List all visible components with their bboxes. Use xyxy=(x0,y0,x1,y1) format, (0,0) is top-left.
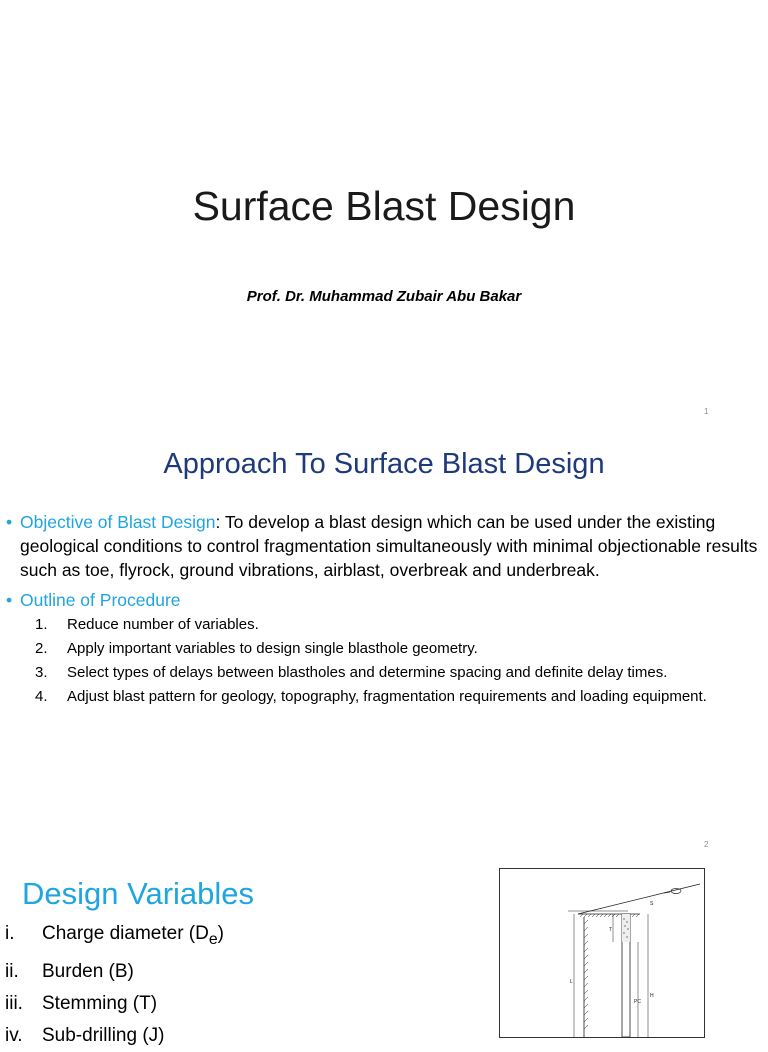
variable-text: Charge diameter (D xyxy=(42,923,209,944)
list-item xyxy=(5,918,224,956)
label-length: L xyxy=(570,979,573,985)
step-number: 1. xyxy=(35,616,48,633)
label-powder-column: PC xyxy=(634,999,641,1005)
variable-text: Burden (B) xyxy=(42,960,134,982)
slide-approach-heading: Approach To Surface Blast Design xyxy=(163,448,605,480)
variable-list xyxy=(5,918,224,1052)
slide-title-heading: Surface Blast Design xyxy=(192,183,576,229)
slide-approach xyxy=(0,428,768,856)
bullet-objective-label: Objective of Blast Design xyxy=(20,512,216,532)
variable-tail: ) xyxy=(217,923,224,944)
page-number: 2 xyxy=(704,840,709,849)
slide-design-variables xyxy=(0,856,768,1046)
bullet-dot-icon: • xyxy=(6,512,13,532)
variable-number: iv. xyxy=(5,1024,23,1046)
step-number: 4. xyxy=(35,688,48,705)
list-item xyxy=(5,1020,224,1052)
step-text: Adjust blast pattern for geology, topography, fragmentation requirements and loading equipment. xyxy=(67,688,707,705)
step-number: 2. xyxy=(35,640,48,657)
list-item xyxy=(5,988,224,1020)
bullet-dot-icon: • xyxy=(6,590,13,610)
variable-text: Sub-drilling (J) xyxy=(42,1024,165,1046)
step-number: 3. xyxy=(35,664,48,681)
label-height: H xyxy=(650,993,654,999)
label-spacing: S xyxy=(650,901,654,907)
procedure-steps xyxy=(20,614,758,707)
bullet-outline xyxy=(6,588,758,707)
variable-number: i. xyxy=(5,923,15,944)
variable-subscript: e xyxy=(208,930,218,948)
list-item xyxy=(20,638,758,659)
variable-number: ii. xyxy=(5,960,19,982)
page-number: 1 xyxy=(704,407,709,416)
step-text: Apply important variables to design single blasthole geometry. xyxy=(67,640,478,657)
bullet-objective-text: : To develop a blast design which can be used under the existing geological conditions to control fragmentation simultaneously with minimal objectionable results such as toe, flyrock, ground vibrations, airblast, overbreak and underbreak. xyxy=(20,512,758,580)
list-item xyxy=(20,614,758,635)
stemming-fill xyxy=(622,914,630,942)
list-item xyxy=(20,662,758,683)
next-hole-leader xyxy=(664,892,670,893)
blasthole-diagram-svg xyxy=(500,869,704,1037)
bullet-list xyxy=(6,510,758,713)
bullet-outline-label: Outline of Procedure xyxy=(20,590,181,610)
variable-text: Stemming (T) xyxy=(42,992,158,1014)
blasthole-diagram xyxy=(499,868,705,1038)
free-face-hatch xyxy=(584,920,588,1029)
author-name: Prof. Dr. Muhammad Zubair Abu Bakar xyxy=(246,288,522,305)
label-stemming: T xyxy=(609,927,613,933)
bench-slope-line xyxy=(578,884,700,914)
bullet-objective xyxy=(6,510,758,582)
slide-title xyxy=(0,0,768,428)
step-text: Reduce number of variables. xyxy=(67,616,259,633)
step-text: Select types of delays between blastholes and determine spacing and definite delay times. xyxy=(67,664,668,681)
variable-number: iii. xyxy=(5,992,23,1014)
list-item xyxy=(20,686,758,707)
slide-variables-heading: Design Variables xyxy=(22,876,255,911)
list-item xyxy=(5,956,224,988)
